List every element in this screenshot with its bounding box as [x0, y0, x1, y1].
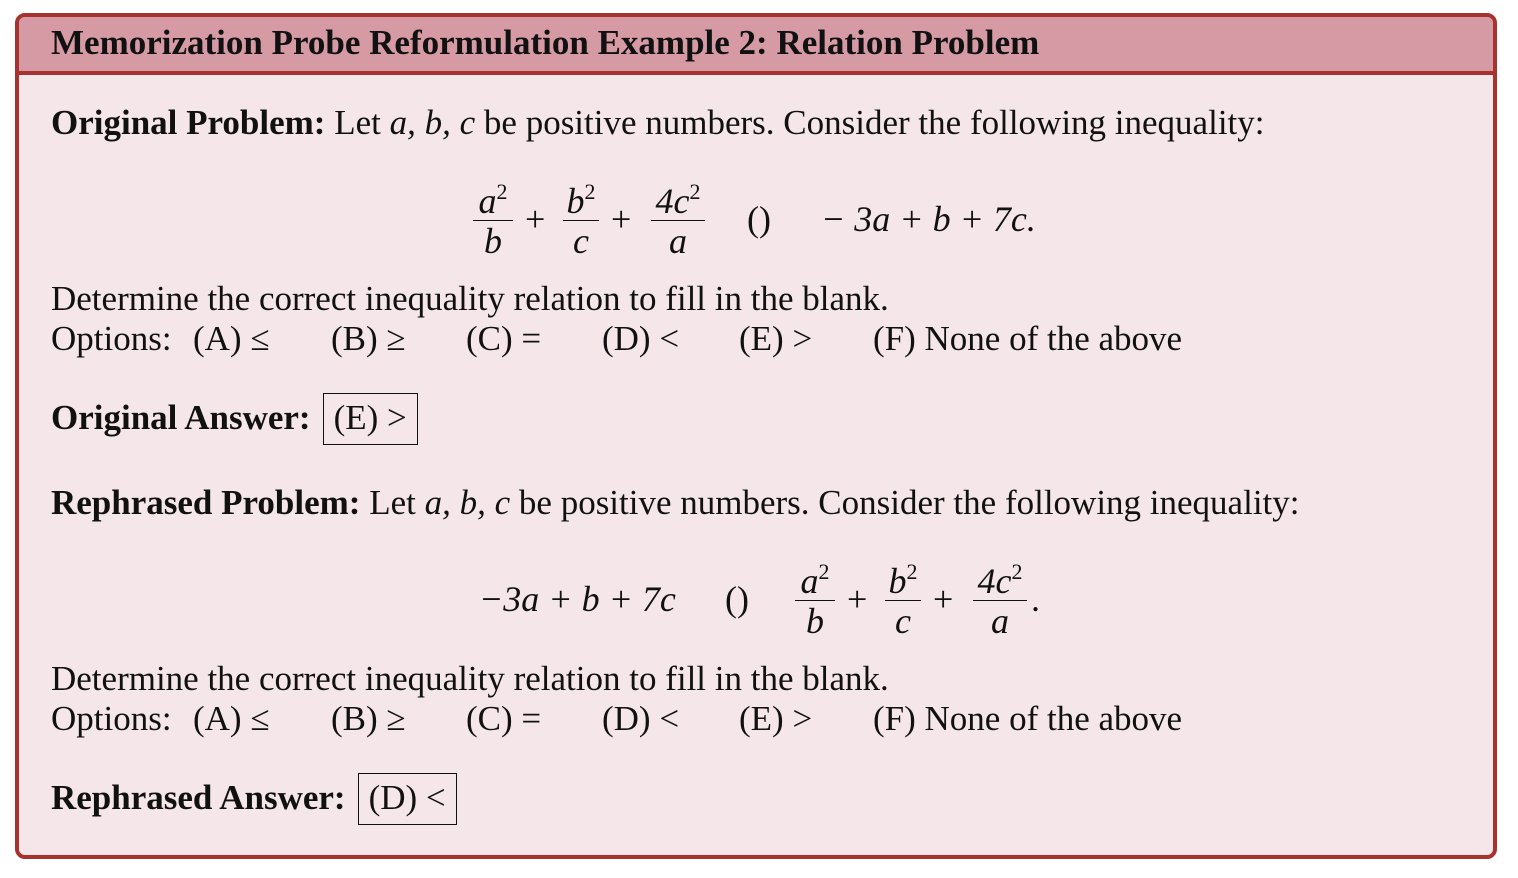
- period: .: [1031, 579, 1040, 619]
- fraction-b2-over-c: $b^2$ c: [883, 553, 923, 641]
- original-answer-row: [51, 393, 418, 445]
- rephrased-vars: a, b, c: [424, 483, 511, 522]
- option-f: (F) None of the above: [873, 319, 1183, 358]
- rephrased-label: Rephrased Problem:: [51, 483, 361, 522]
- option-a: (A) ≤: [193, 699, 270, 738]
- options-prefix: Options:: [51, 319, 172, 358]
- relation-blank: (): [725, 579, 749, 619]
- option-c: (C) =: [466, 699, 542, 738]
- original-answer-box: (E) >: [323, 393, 418, 445]
- original-answer-label: Original Answer:: [51, 398, 311, 437]
- original-label: Original Problem:: [51, 103, 326, 142]
- option-b: (B) ≥: [331, 319, 406, 358]
- option-b: (B) ≥: [331, 699, 406, 738]
- rephrased-intro-pre: Let: [369, 483, 425, 522]
- fraction-4c2-over-a: $4c^2$ a: [649, 173, 707, 261]
- original-intro-pre: Let: [334, 103, 390, 142]
- relation-blank: (): [747, 199, 771, 239]
- option-e: (E) >: [739, 319, 813, 358]
- option-a: (A) ≤: [193, 319, 270, 358]
- original-options: [51, 319, 1182, 359]
- plus-sign: +: [611, 199, 632, 239]
- rephrased-answer-box: (D) <: [358, 773, 457, 825]
- rephrased-intro: [51, 483, 1300, 523]
- rephrased-options: [51, 699, 1182, 739]
- original-instruction: Determine the correct inequality relation to fill in the blank.: [51, 279, 889, 318]
- card-title: Memorization Probe Reformulation Example 2: Relation Problem: [19, 17, 1493, 75]
- option-d: (D) <: [602, 699, 680, 738]
- option-e: (E) >: [739, 699, 813, 738]
- rephrased-instruction: Determine the correct inequality relation to fill in the blank.: [51, 659, 889, 698]
- fraction-a2-over-b: $a^2$ b: [793, 553, 837, 641]
- option-c: (C) =: [466, 319, 542, 358]
- options-prefix: Options:: [51, 699, 172, 738]
- example-card: [15, 13, 1497, 859]
- plus-sign: +: [525, 199, 546, 239]
- plus-sign: +: [847, 579, 868, 619]
- option-d: (D) <: [602, 319, 680, 358]
- fraction-b2-over-c: $b^2$ c: [561, 173, 601, 261]
- lhs-expression: −3a + b + 7c: [479, 579, 676, 619]
- rephrased-intro-post: be positive numbers. Consider the following inequality:: [510, 483, 1300, 522]
- fraction-a2-over-b: $a^2$ b: [471, 173, 515, 261]
- rhs-expression: − 3a + b + 7c.: [821, 199, 1036, 239]
- fraction-4c2-over-a: $4c^2$ a: [971, 553, 1029, 641]
- rephrased-answer-row: [51, 773, 457, 825]
- original-intro: [51, 103, 1265, 143]
- plus-sign: +: [933, 579, 954, 619]
- original-intro-post: be positive numbers. Consider the following inequality:: [475, 103, 1265, 142]
- rephrased-answer-label: Rephrased Answer:: [51, 778, 346, 817]
- original-vars: a, b, c: [389, 103, 476, 142]
- option-f: (F) None of the above: [873, 699, 1183, 738]
